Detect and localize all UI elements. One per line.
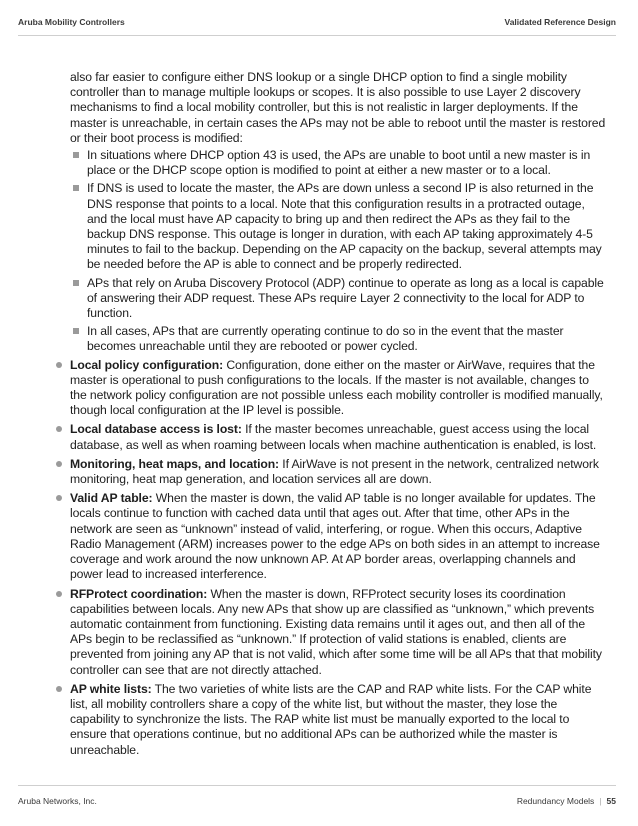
bullet-text: Configuration, done either on the master or AirWave, requires that the master is operational to push configurations to the locals. If the master is not available, changes to the network policy configuration are not possible unless each mobility controller is modified manually, though local configuration at the IP level is possible. xyxy=(70,357,603,418)
footer-company: Aruba Networks, Inc. xyxy=(18,796,97,806)
sub-bullet-item xyxy=(70,181,608,272)
page-footer xyxy=(18,785,616,806)
footer-section: Redundancy Models xyxy=(516,796,595,806)
sub-bullet-item xyxy=(70,324,608,354)
bullet-list xyxy=(0,358,638,758)
bullet-title: Valid AP table: xyxy=(70,491,153,506)
bullet-title: Local policy configuration: xyxy=(70,357,224,372)
page-body xyxy=(0,70,638,762)
footer-separator: | xyxy=(599,796,602,806)
footer-section-page xyxy=(517,796,616,806)
round-bullet-icon xyxy=(56,495,62,501)
page-header xyxy=(18,13,616,36)
page-number: 55 xyxy=(606,796,616,806)
header-doc-title: Aruba Mobility Controllers xyxy=(18,17,125,27)
bullet-item xyxy=(70,587,608,678)
bullet-title: Local database access is lost: xyxy=(70,422,242,437)
bullet-text: The two varieties of white lists are the CAP and RAP white lists. For the CAP white list, all mobility controllers share a copy of the white list, but without the master, they lose the capability to synchronize the lists. The RAP white list must be manually exported to the local to ensure that operations continue, but no additional APs can be authorized while the master is unreachable. xyxy=(70,681,592,757)
bullet-text: If AirWave is not present in the network, centralized network monitoring, heat map generation, and location services all are down. xyxy=(70,456,599,487)
square-bullet-icon xyxy=(73,152,79,158)
round-bullet-icon xyxy=(56,362,62,368)
bullet-title: RFProtect coordination: xyxy=(70,586,208,601)
sub-bullet-list xyxy=(0,148,638,355)
sub-bullet-text: In all cases, APs that are currently operating continue to do so in the event that the master becomes unreachable until they are rebooted or power cycled. xyxy=(87,324,564,354)
bullet-item xyxy=(70,491,608,582)
round-bullet-icon xyxy=(56,591,62,597)
bullet-title: Monitoring, heat maps, and location: xyxy=(70,456,280,471)
round-bullet-icon xyxy=(56,686,62,692)
square-bullet-icon xyxy=(73,280,79,286)
sub-bullet-text: In situations where DHCP option 43 is used, the APs are unable to boot until a new master is in place or the DHCP scope option is modified to point at either a new master or to a local. xyxy=(87,148,591,178)
bullet-item xyxy=(70,457,608,487)
round-bullet-icon xyxy=(56,461,62,467)
square-bullet-icon xyxy=(73,185,79,191)
bullet-text: When the master is down, the valid AP table is no longer available for updates. The locals continue to function with cached data until that ages out. After that time, other APs in the network are seen as “unknown” instead of valid, interfering, or rogue. When this occurs, Adaptive Radio Management (ARM) increases power to the edge APs on both sides in an attempt to increase coverage and work around the now unknown AP. At AP border areas, overlapping channels and power lead to increased interference. xyxy=(70,491,600,582)
bullet-text: When the master is down, RFProtect security loses its coordination capabilities between locals. Any new APs that show up are classified as “unknown,” which prevents automatic containment from functioning. Existing data remains until it ages out, and then all of the APs begin to be reclassified as “unknown.” If protection of valid stations is enabled, clients are prevented from joining any AP that is not valid, which after some time will be all APs that that mobility controller can see that are not directly attached. xyxy=(70,586,602,677)
header-doc-type: Validated Reference Design xyxy=(504,17,616,27)
sub-bullet-item xyxy=(70,148,608,178)
bullet-item xyxy=(70,358,608,419)
sub-bullet-item xyxy=(70,276,608,322)
bullet-item xyxy=(70,422,608,452)
sub-bullet-text: If DNS is used to locate the master, the APs are down unless a second IP is also returned in the DNS response that points to a local. Note that this configuration results in a protracted outage, and the local must have AP capacity to bring up and then redirect the APs as they fail to the backup DNS response. This outage is longer in duration, with each AP taking approximately 4-5 minutes to fail to the backup. Depending on the AP capacity on the backup, several attempts may be needed before the AP is able to connect and be properly redirected. xyxy=(87,181,602,272)
bullet-text: If the master becomes unreachable, guest access using the local database, as well as when roaming between locals when machine authentication is enabled, is lost. xyxy=(70,422,597,452)
bullet-item xyxy=(70,682,608,758)
bullet-title: AP white lists: xyxy=(70,681,152,696)
square-bullet-icon xyxy=(73,328,79,334)
sub-bullet-text: APs that rely on Aruba Discovery Protocol (ADP) continue to operate as long as a local is capable of answering their ADP request. These APs require Layer 2 connectivity to the local for ADP to function. xyxy=(87,275,604,321)
intro-paragraph: also far easier to configure either DNS lookup or a single DHCP option to find a single mobility controller than to manage multiple lookups or scopes. It is also possible to use Layer 2 discovery mechanisms to find a local mobility controller, but this is not realistic in larger deployments. If the master is unreachable, in certain cases the APs may not be able to reboot until the master is restored or their boot process is modified: xyxy=(70,70,606,145)
round-bullet-icon xyxy=(56,426,62,432)
